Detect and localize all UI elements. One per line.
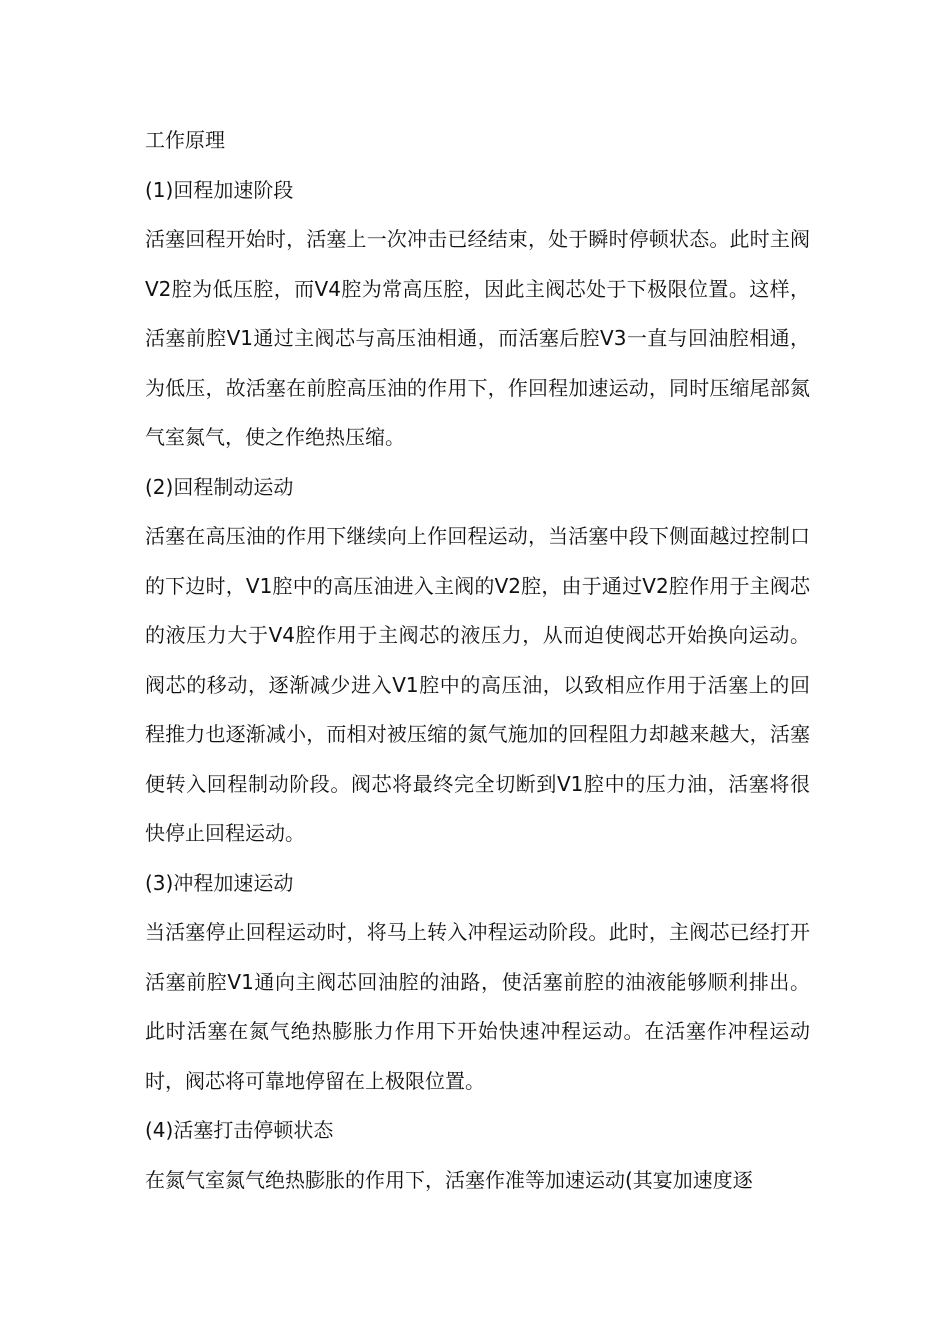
section-heading-4: (4)活塞打击停顿状态 — [145, 1118, 334, 1142]
section-paragraph-1: 活塞回程开始时，活塞上一次冲击已经结束，处于瞬时停顿状态。此时主阀V2腔为低压腔，而V4腔为常高压腔，因此主阀芯处于下极限位置。这样，活塞前腔V1通过主阀芯与高压油相通，而活塞后腔V3一直与回油腔相通，为低压，故活塞在前腔高压油的作用下，作回程加速运动，同时压缩尾部氮气室氮气，使之作绝热压缩。 — [145, 227, 810, 449]
section-paragraph-4: 在氮气室氮气绝热膨胀的作用下，活塞作准等加速运动(其宴加速度逐 — [145, 1167, 753, 1192]
section-heading-2: (2)回程制动运动 — [145, 474, 294, 499]
section-paragraph-2: 活塞在高压油的作用下继续向上作回程运动，当活塞中段下侧面越过控制口的下边时，V1腔中的高压油进入主阀的V2腔，由于通过V2腔作用于主阀芯的液压力大于V4腔作用于主阀芯的液压力，从而迫使阀芯开始换向运动。阀芯的移动，逐渐减少进入V1腔中的高压油，以致相应作用于活塞上的回程推力也逐渐减小，而相对被压缩的氮气施加的回程阻力却越来越大，活塞便转入回程制动阶段。阀芯将最终完全切断到V1腔中的压力油，活塞将很快停止回程运动。 — [145, 524, 810, 845]
document-title: 工作原理 — [145, 128, 225, 152]
document-body — [145, 116, 810, 1205]
section-heading-1: (1)回程加速阶段 — [145, 177, 294, 202]
section-heading-3: (3)冲程加速运动 — [145, 870, 294, 895]
section-paragraph-3: 当活塞停止回程运动时，将马上转入冲程运动阶段。此时，主阀芯已经打开活塞前腔V1通向主阀芯回油腔的油路，使活塞前腔的油液能够顺利排出。此时活塞在氮气绝热膨胀力作用下开始快速冲程运动。在活塞作冲程运动时，阀芯将可靠地停留在上极限位置。 — [145, 920, 810, 1093]
